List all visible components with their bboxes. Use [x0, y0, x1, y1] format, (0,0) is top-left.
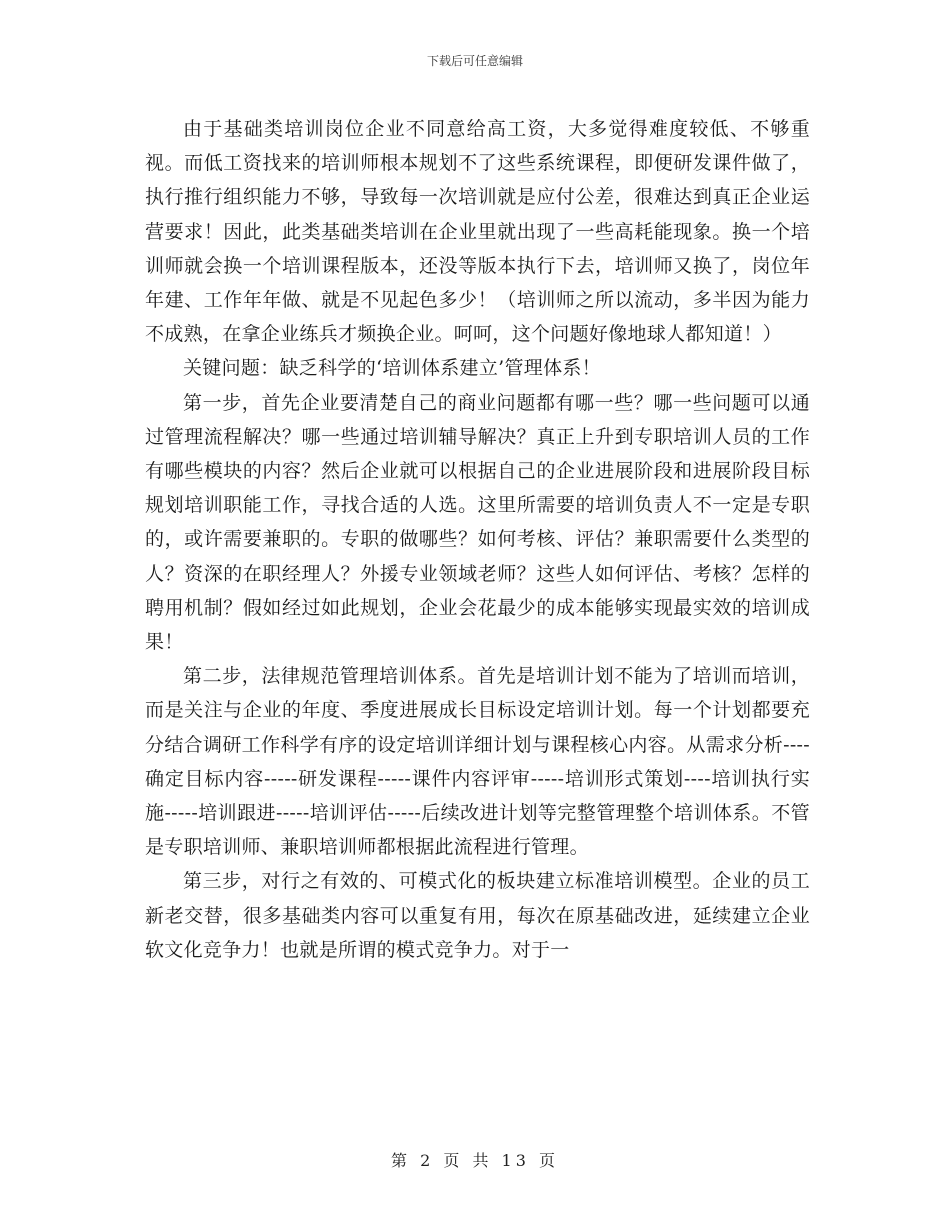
document-body	[145, 112, 810, 967]
paragraph-2: 关键问题：缺乏科学的‘培训体系建立’管理体系！	[183, 357, 601, 380]
paragraph-1: 由于基础类培训岗位企业不同意给高工资，大多觉得难度较低、不够重视。而低工资找来的培训师根本规划不了这些系统课程，即便研发课件做了，执行推行组织能力不够，导致每一次培训就是应付公差，很难达到真正企业运营要求！因此，此类基础类培训在企业里就出现了一些高耗能现象。换一个培训师就会换一个培训课程版本，还没等版本执行下去，培训师又换了，岗位年年建、工作年年做、就是不见起色多少！（培训师之所以流动，多半因为能力不成熟，在拿企业练兵才频换企业。呵呵，这个问题好像地球人都知道！）	[145, 118, 810, 346]
paragraph-4: 第二步，法律规范管理培训体系。首先是培训计划不能为了培训而培训，而是关注与企业的年度、季度进展成长目标设定培训计划。每一个计划都要充分结合调研工作科学有序的设定培训详细计划与课程核心内容。从需求分析----确定目标内容-----研发课程-----课件内容评审-----培训形式策划----培训执行实施-----培训跟进-----培训评估-----后续改进计划等完整管理整个培训体系。不管是专职培训师、兼职培训师都根据此流程进行管理。	[145, 665, 810, 859]
page-header: 下载后可任意编辑	[426, 54, 523, 68]
paragraph-5: 第三步，对行之有效的、可模式化的板块建立标准培训模型。企业的员工新老交替，很多基础类内容可以重复有用，每次在原基础改进，延续建立企业软文化竞争力！也就是所谓的模式竞争力。对于一	[145, 870, 810, 961]
paragraph-3: 第一步，首先企业要清楚自己的商业问题都有哪一些？哪一些问题可以通过管理流程解决？哪一些通过培训辅导解决？真正上升到专职培训人员的工作有哪些模块的内容？然后企业就可以根据自己的企业进展阶段和进展阶段目标规划培训职能工作，寻找合适的人选。这里所需要的培训负责人不一定是专职的，或许需要兼职的。专职的做哪些？如何考核、评估？兼职需要什么类型的人？资深的在职经理人？外援专业领域老师？这些人如何评估、考核？怎样的聘用机制？假如经过如此规划，企业会花最少的成本能够实现最实效的培训成果！	[145, 391, 810, 654]
page-footer: 第 2 页 共 13 页	[391, 1151, 559, 1170]
